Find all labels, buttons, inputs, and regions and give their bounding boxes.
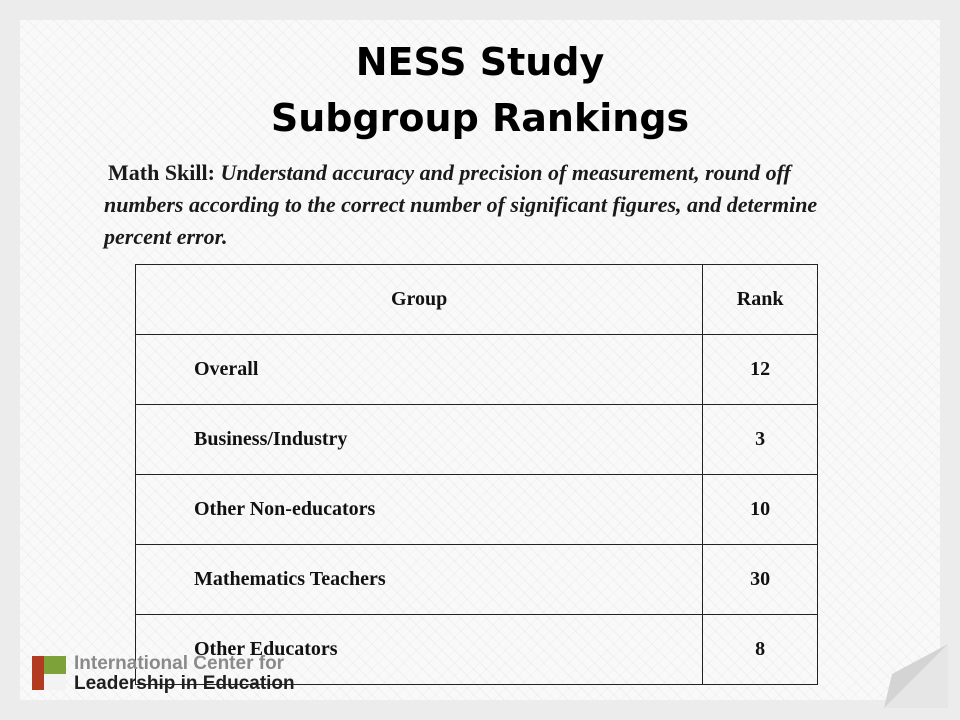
- skill-description: [104, 157, 824, 253]
- skill-text: Understand accuracy and precision of measurement, round off numbers according to the correct number of significant figures, and determine percent error.: [104, 160, 818, 249]
- slide-title-line2: Subgroup Rankings: [270, 96, 690, 140]
- rankings-table: [135, 264, 818, 685]
- row-group: Other Non-educators: [136, 475, 703, 545]
- row-rank: 10: [703, 475, 818, 545]
- logo-mark-icon: [32, 656, 66, 690]
- row-rank: 3: [703, 405, 818, 475]
- row-group: Mathematics Teachers: [136, 545, 703, 615]
- row-rank: 30: [703, 545, 818, 615]
- row-group: Other Educators: [136, 615, 703, 685]
- table-row: [136, 405, 818, 475]
- slide-title-line1: NESS Study: [355, 40, 605, 84]
- table-row: [136, 475, 818, 545]
- logo-line2: Leadership in Education: [74, 673, 295, 694]
- skill-lead: Math Skill:: [108, 160, 215, 185]
- page-curl-icon: [884, 644, 948, 708]
- row-group: Overall: [136, 335, 703, 405]
- organization-logo: [32, 653, 332, 696]
- table-row: [136, 545, 818, 615]
- header-group: Group: [136, 265, 703, 335]
- header-rank: Rank: [703, 265, 818, 335]
- logo-line1: International Center for: [74, 653, 285, 674]
- row-group: Business/Industry: [136, 405, 703, 475]
- table-row: [136, 335, 818, 405]
- table-header-row: [136, 265, 818, 335]
- row-rank: 8: [703, 615, 818, 685]
- row-rank: 12: [703, 335, 818, 405]
